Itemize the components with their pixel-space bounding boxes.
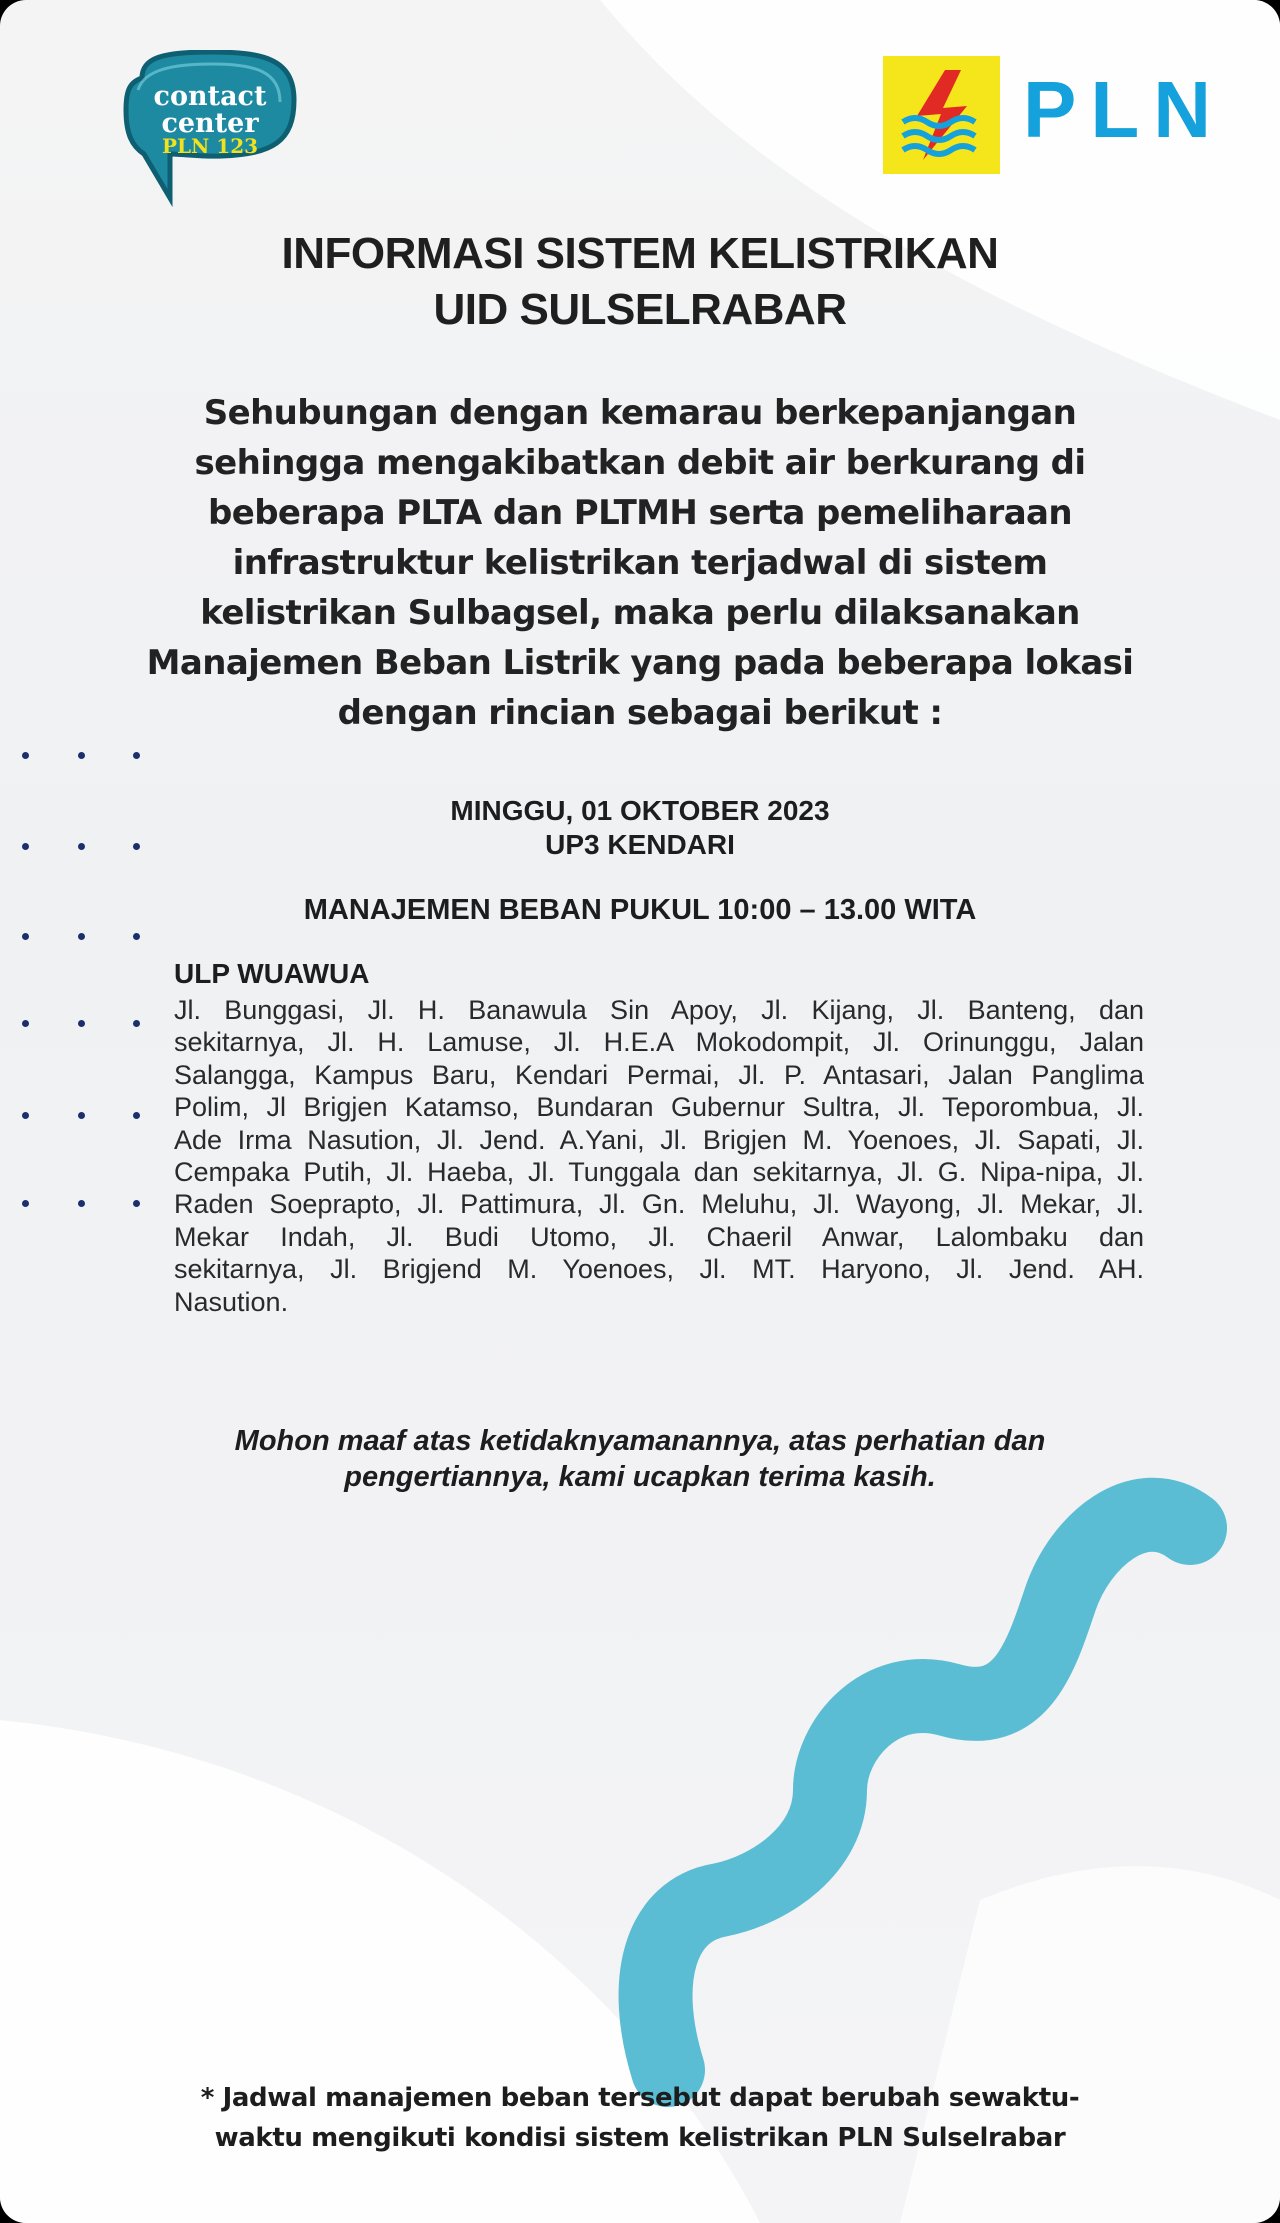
dot [78,1020,85,1027]
schedule-unit-text: UP3 KENDARI [545,829,735,860]
apology-line: Mohon maaf atas ketidaknyamanannya, atas perhatian dan [234,1425,1046,1457]
area-line: sekitarnya, Jl. Brigjend M. Yoenoes, Jl. MT. Haryono, Jl. Jend. AH. [174,1254,1144,1285]
schedule-date-text: MINGGU, 01 OKTOBER 2023 [450,795,830,826]
affected-areas [174,994,1144,1318]
dot [22,1112,29,1119]
area-line: Salangga, Kampus Baru, Kendari Permai, Jl. P. Antasari, Jalan Panglima [174,1059,1144,1090]
apology-line: pengertiannya, kami ucapkan terima kasih. [344,1461,936,1493]
dot [133,752,140,759]
footnote-line: * Jadwal manajemen beban tersebut dapat berubah sewaktu- [200,2083,1080,2113]
intro-line: dengan rincian sebagai berikut : [337,693,943,733]
area-line: Nasution. [174,1286,289,1317]
lightning-icon [883,56,1000,174]
dot [22,752,29,759]
dot [133,1200,140,1207]
pln-wordmark: PLN [1023,65,1225,154]
dot [22,1200,29,1207]
page-title [0,226,1280,338]
logo-text: contact [153,81,267,112]
area-line: Mekar Indah, Jl. Budi Utomo, Jl. Chaeril Anwar, Lalombaku dan [174,1221,1144,1252]
dot [78,1200,85,1207]
intro-line: Manajemen Beban Listrik yang pada beberapa lokasi [146,643,1134,683]
footnote [0,2078,1280,2158]
ulp-heading: ULP WUAWUA [174,958,370,989]
dot [22,933,29,940]
schedule-time: MANAJEMEN BEBAN PUKUL 10:00 – 13.00 WITA [303,894,977,926]
intro-line: Sehubungan dengan kemarau berkepanjangan [203,393,1077,433]
dot [133,1020,140,1027]
intro-paragraph [0,388,1280,738]
intro-line: sehingga mengakibatkan debit air berkurang di [194,443,1086,483]
footnote-line: waktu mengikuti kondisi sistem kelistrikan PLN Sulselrabar [214,2123,1066,2153]
intro-line: beberapa PLTA dan PLTMH serta pemeliharaan [208,493,1072,533]
intro-line: infrastruktur kelistrikan terjadwal di sistem [232,543,1048,583]
pln-emblem [883,56,1000,174]
dot [78,933,85,940]
dot [78,752,85,759]
title-line: UID SULSELRABAR [433,285,847,334]
area-line: Polim, Jl Brigjen Katamso, Bundaran Gubernur Sultra, Jl. Teporombua, Jl. [174,1092,1144,1123]
area-line: sekitarnya, Jl. H. Lamuse, Jl. H.E.A Mokodompit, Jl. Orinunggu, Jalan [174,1027,1144,1058]
contact-center-logo [122,50,302,210]
logo-text: PLN 123 [161,134,259,158]
intro-line: kelistrikan Sulbagsel, maka perlu dilaksanakan [200,593,1080,633]
title-line: INFORMASI SISTEM KELISTRIKAN [281,229,999,278]
dot [78,1112,85,1119]
dot [133,933,140,940]
logo-text: center [161,108,259,139]
area-line: Raden Soeprapto, Jl. Pattimura, Jl. Gn. Meluhu, Jl. Wayong, Jl. Mekar, Jl. [174,1189,1144,1220]
dot [133,1112,140,1119]
background-white-swoosh [900,1866,1280,2223]
area-line: Cempaka Putih, Jl. Haeba, Jl. Tunggala dan sekitarnya, Jl. G. Nipa-nipa, Jl. [174,1156,1144,1187]
area-line: Jl. Bunggasi, Jl. H. Banawula Sin Apoy, Jl. Kijang, Jl. Banteng, dan [174,995,1144,1025]
dot [22,1020,29,1027]
schedule-date [0,794,1280,862]
area-line: Ade Irma Nasution, Jl. Jend. A.Yani, Jl. Brigjen M. Yoenoes, Jl. Sapati, Jl. [174,1124,1144,1155]
apology-note [0,1423,1280,1495]
